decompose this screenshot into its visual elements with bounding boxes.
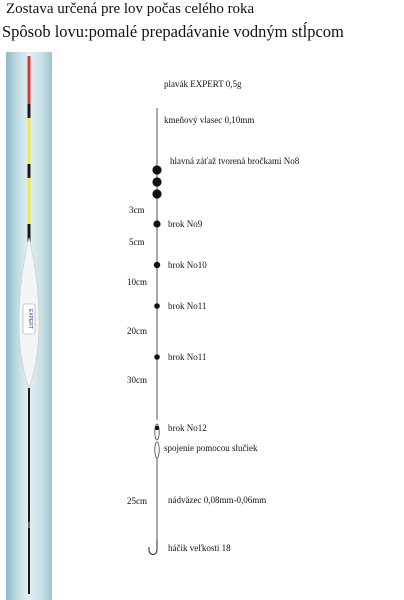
main-weight-shot xyxy=(152,165,161,174)
shot-no11-upper-label: brok No11 xyxy=(168,301,207,311)
shot-no10 xyxy=(154,262,160,268)
loop-lower xyxy=(155,442,159,458)
shot-no11-lower xyxy=(154,354,160,360)
distance-25cm: 25cm xyxy=(127,496,147,506)
distance-10cm: 10cm xyxy=(127,277,147,287)
title-line-2: Spôsob lovu:pomalé prepadávanie vodným stĺpcom xyxy=(2,22,344,41)
loop-join-label: spojenie pomocou slučiek xyxy=(164,443,258,453)
shot-no11-upper xyxy=(154,303,160,309)
distance-20cm: 20cm xyxy=(127,326,147,336)
distance-3cm: 3cm xyxy=(129,205,145,215)
main-line-label: kmeňový vlasec 0,10mm xyxy=(164,115,255,125)
shot-no12 xyxy=(155,426,159,430)
title-line-1: Zostava určená pre lov počas celého roka xyxy=(6,1,255,17)
hook xyxy=(149,540,157,555)
distance-30cm: 30cm xyxy=(127,375,147,385)
shot-no11-lower-label: brok No11 xyxy=(168,352,207,362)
hook-label: háčik veľkosti 18 xyxy=(168,543,231,553)
distance-5cm: 5cm xyxy=(129,237,145,247)
main-weight-shot xyxy=(152,189,161,198)
shot-no10-label: brok No10 xyxy=(168,260,207,270)
main-weight-label: hlavná záťaž tvorená bročkami No8 xyxy=(170,156,300,166)
shot-no9 xyxy=(153,220,160,227)
leader-label: nádväzec 0,08mm-0,06mm xyxy=(168,495,267,505)
float-brand-text: EXPERT xyxy=(27,309,33,329)
shot-no12-label: brok No12 xyxy=(168,423,207,433)
float-label: plavák EXPERT 0,5g xyxy=(164,79,242,89)
shot-no9-label: brok No9 xyxy=(168,219,203,229)
main-weight-shot xyxy=(152,177,161,186)
